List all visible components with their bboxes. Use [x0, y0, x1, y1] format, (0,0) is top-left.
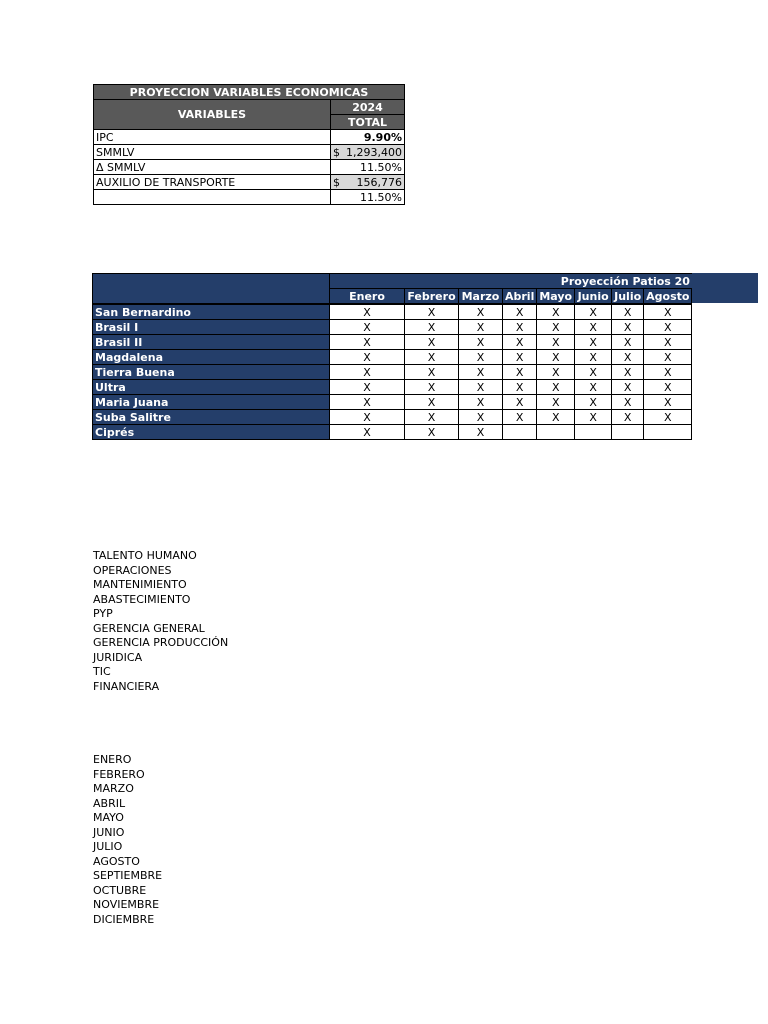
- variable-row-ipc: [94, 130, 405, 145]
- patio-mark-cell: [612, 425, 644, 440]
- month-header-marzo: Marzo: [459, 289, 503, 305]
- month-header-abril: Abril: [503, 289, 537, 305]
- month-header-agosto: Agosto: [644, 289, 692, 305]
- patio-mark-cell: X: [405, 335, 459, 350]
- variable-value: 9.90%: [331, 130, 405, 145]
- patio-mark-cell: X: [330, 380, 405, 395]
- variable-value: 1,293,400: [346, 145, 402, 159]
- patio-mark-cell: X: [612, 335, 644, 350]
- patio-mark-cell: X: [405, 395, 459, 410]
- patio-mark-cell: X: [503, 350, 537, 365]
- patio-mark-cell: X: [459, 350, 503, 365]
- patio-mark-cell: X: [459, 365, 503, 380]
- month-header-febrero: Febrero: [405, 289, 459, 305]
- month-list-item: AGOSTO: [93, 854, 140, 868]
- patio-mark-cell: X: [503, 304, 537, 320]
- patios-corner-cell: [93, 274, 330, 305]
- patio-mark-cell: X: [459, 395, 503, 410]
- patio-mark-cell: X: [575, 335, 612, 350]
- variables-header: VARIABLES: [94, 100, 331, 130]
- patios-body: [93, 304, 692, 440]
- patio-mark-cell: X: [459, 304, 503, 320]
- patio-mark-cell: X: [503, 320, 537, 335]
- patio-mark-cell: X: [459, 425, 503, 440]
- patio-name: Tierra Buena: [93, 365, 330, 380]
- patio-mark-cell: X: [537, 350, 575, 365]
- area-list-item: PYP: [93, 607, 113, 620]
- patio-mark-cell: X: [330, 425, 405, 440]
- month-list-item: DICIEMBRE: [93, 912, 155, 926]
- patio-name: Ciprés: [93, 425, 330, 440]
- patio-mark-cell: X: [612, 304, 644, 320]
- patio-mark-cell: X: [612, 410, 644, 425]
- currency-symbol: $: [333, 175, 340, 189]
- month-list-item: SEPTIEMBRE: [93, 869, 163, 882]
- area-list-item: JURIDICA: [93, 650, 143, 664]
- patio-mark-cell: X: [537, 304, 575, 320]
- patio-name: Ultra: [93, 380, 330, 395]
- patio-mark-cell: X: [575, 410, 612, 425]
- patio-mark-cell: X: [503, 335, 537, 350]
- patio-mark-cell: [644, 425, 692, 440]
- patio-row: [93, 320, 692, 335]
- patio-mark-cell: X: [405, 425, 459, 440]
- area-list-item: TALENTO HUMANO: [93, 549, 197, 562]
- patio-row: [93, 425, 692, 440]
- area-list-item: TIC: [93, 665, 111, 678]
- patio-mark-cell: X: [405, 320, 459, 335]
- patio-row: [93, 380, 692, 395]
- patio-mark-cell: X: [575, 380, 612, 395]
- patio-mark-cell: X: [575, 365, 612, 380]
- patio-row: [93, 350, 692, 365]
- patio-mark-cell: X: [644, 350, 692, 365]
- patio-row: [93, 335, 692, 350]
- patio-mark-cell: X: [459, 380, 503, 395]
- patio-name: San Bernardino: [93, 304, 330, 320]
- patio-mark-cell: X: [644, 320, 692, 335]
- patio-row: [93, 365, 692, 380]
- month-list-item: OCTUBRE: [93, 883, 147, 897]
- month-list-item: MAYO: [93, 811, 124, 824]
- patio-mark-cell: X: [612, 350, 644, 365]
- patio-row: [93, 304, 692, 320]
- patio-mark-cell: X: [612, 380, 644, 395]
- patio-mark-cell: X: [537, 380, 575, 395]
- variable-value: 11.50%: [331, 160, 405, 175]
- area-list-item: GERENCIA GENERAL: [93, 621, 205, 635]
- patio-mark-cell: X: [537, 320, 575, 335]
- total-header: TOTAL: [331, 115, 405, 130]
- patio-mark-cell: X: [644, 395, 692, 410]
- patio-mark-cell: X: [405, 350, 459, 365]
- patio-mark-cell: X: [537, 410, 575, 425]
- patio-mark-cell: X: [503, 380, 537, 395]
- patio-mark-cell: X: [330, 304, 405, 320]
- currency-symbol: $: [333, 145, 340, 159]
- header-band-extension: [688, 273, 758, 303]
- area-list-item: MANTENIMIENTO: [93, 578, 187, 591]
- patios-table: [92, 273, 692, 440]
- variable-value: 156,776: [356, 175, 402, 189]
- patio-name: Brasil II: [93, 335, 330, 350]
- patio-mark-cell: X: [537, 365, 575, 380]
- patio-mark-cell: X: [330, 320, 405, 335]
- month-list-item: JUNIO: [93, 825, 125, 839]
- patio-mark-cell: X: [612, 365, 644, 380]
- patio-mark-cell: X: [644, 335, 692, 350]
- patio-mark-cell: X: [330, 350, 405, 365]
- patio-mark-cell: X: [405, 380, 459, 395]
- patio-mark-cell: X: [330, 365, 405, 380]
- month-list-item: ABRIL: [93, 796, 126, 810]
- month-header-junio: Junio: [575, 289, 612, 305]
- patio-mark-cell: X: [330, 410, 405, 425]
- patio-mark-cell: X: [330, 395, 405, 410]
- patio-mark-cell: [575, 425, 612, 440]
- month-header-enero: Enero: [330, 289, 405, 305]
- area-list-item: GERENCIA PRODUCCIÓN: [93, 636, 229, 649]
- variable-label: IPC: [94, 130, 331, 145]
- variable-row-smmlv: [94, 145, 405, 160]
- patio-mark-cell: X: [644, 410, 692, 425]
- patio-mark-cell: X: [405, 304, 459, 320]
- variables-table-title: PROYECCION VARIABLES ECONOMICAS: [94, 85, 405, 100]
- patio-mark-cell: X: [459, 320, 503, 335]
- patio-name: Magdalena: [93, 350, 330, 365]
- month-list-item: MARZO: [93, 782, 134, 795]
- variable-label: SMMLV: [94, 145, 331, 160]
- patio-row: [93, 395, 692, 410]
- patio-name: Brasil I: [93, 320, 330, 335]
- patio-mark-cell: X: [537, 335, 575, 350]
- variable-row-blank: [94, 190, 405, 205]
- area-list-item: ABASTECIMIENTO: [93, 592, 191, 606]
- patio-mark-cell: X: [575, 350, 612, 365]
- patio-mark-cell: X: [575, 304, 612, 320]
- patio-mark-cell: X: [537, 395, 575, 410]
- patio-mark-cell: X: [644, 365, 692, 380]
- variable-label: AUXILIO DE TRANSPORTE: [94, 175, 331, 190]
- patio-mark-cell: X: [405, 365, 459, 380]
- variable-label: Δ SMMLV: [94, 160, 331, 175]
- patio-mark-cell: X: [503, 410, 537, 425]
- patio-mark-cell: X: [644, 304, 692, 320]
- variable-value-cell: [331, 175, 405, 190]
- patio-mark-cell: X: [644, 380, 692, 395]
- variable-row-delta-smmlv: [94, 160, 405, 175]
- patio-mark-cell: X: [575, 395, 612, 410]
- year-header: 2024: [331, 100, 405, 115]
- patios-table-title: Proyección Patios 20: [330, 274, 692, 289]
- month-header-julio: Julio: [612, 289, 644, 305]
- patio-mark-cell: X: [503, 365, 537, 380]
- variables-table: [93, 84, 405, 205]
- patio-mark-cell: X: [575, 320, 612, 335]
- patio-name: Suba Salitre: [93, 410, 330, 425]
- month-list-item: JULIO: [93, 840, 123, 853]
- patio-mark-cell: [503, 425, 537, 440]
- months-list: [93, 753, 162, 927]
- variable-value: 11.50%: [331, 190, 405, 205]
- patio-mark-cell: X: [330, 335, 405, 350]
- patio-mark-cell: X: [459, 410, 503, 425]
- patio-row: [93, 410, 692, 425]
- patio-mark-cell: X: [459, 335, 503, 350]
- month-list-item: FEBRERO: [93, 767, 145, 781]
- variable-label: [94, 190, 331, 205]
- patio-mark-cell: X: [503, 395, 537, 410]
- patio-mark-cell: X: [405, 410, 459, 425]
- area-list-item: FINANCIERA: [93, 679, 160, 693]
- month-header-mayo: Mayo: [537, 289, 575, 305]
- variable-value-cell: [331, 145, 405, 160]
- variable-row-auxilio: [94, 175, 405, 190]
- month-list-item: NOVIEMBRE: [93, 898, 160, 911]
- patio-mark-cell: [537, 425, 575, 440]
- month-list-item: ENERO: [93, 753, 132, 766]
- areas-list: [93, 549, 228, 694]
- patio-mark-cell: X: [612, 395, 644, 410]
- patio-name: Maria Juana: [93, 395, 330, 410]
- area-list-item: OPERACIONES: [93, 563, 172, 577]
- patio-mark-cell: X: [612, 320, 644, 335]
